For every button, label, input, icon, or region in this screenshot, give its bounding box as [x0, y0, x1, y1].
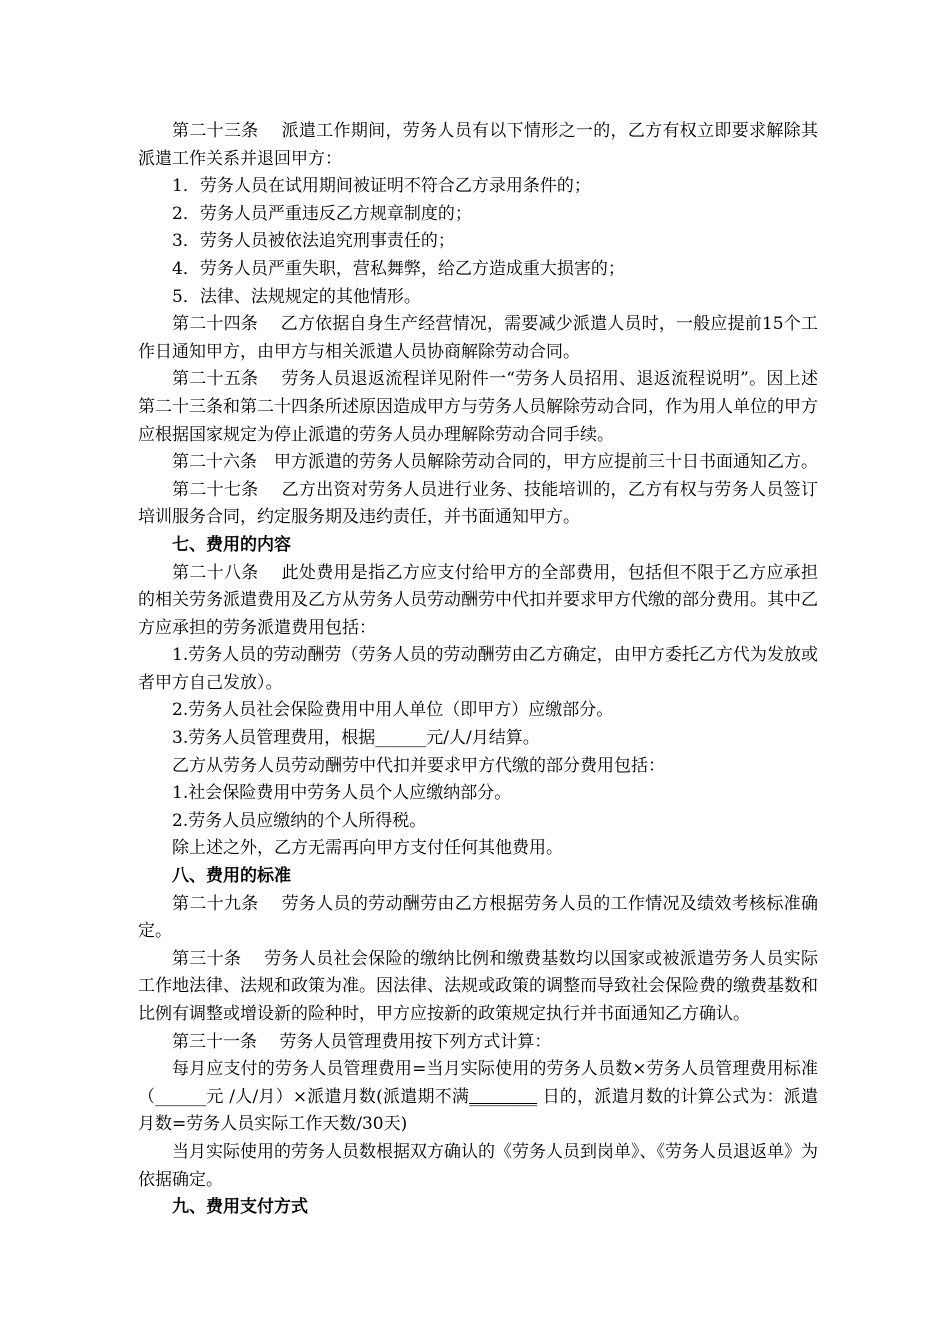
- article-23-item-1: 1．劳务人员在试用期间被证明不符合乙方录用条件的；: [172, 176, 591, 197]
- article-30: 第三十条 劳务人员社会保险的缴纳比例和缴费基数均以国家或被派遣劳务人员实际工作地法律、法规和政策为准。因法律、法规或政策的调整而导致社会保险费的缴费基数和比例有调整或增设新的险种时，甲方应按新的政策规定执行并书面通知乙方确认。: [138, 948, 818, 1024]
- article-27: 第二十七条 乙方出资对劳务人员进行业务、技能培训的，乙方有权与劳务人员签订培训服务合同，约定服务期及违约责任，并书面通知甲方。: [138, 479, 818, 528]
- article-28-item-1: 1.劳务人员的劳动酬劳（劳务人员的劳动酬劳由乙方确定，由甲方委托乙方代为发放或者甲方自己发放）。: [138, 645, 818, 693]
- article-28-withheld: 乙方从劳务人员劳动酬劳中代扣并要求甲方代缴的部分费用包括：: [172, 755, 665, 776]
- article-28-item-3-post: 元/人/月结算。: [426, 728, 540, 749]
- formula-blank-1: ______: [155, 1086, 207, 1107]
- article-28-item-2: 2.劳务人员社会保险费用中用人单位（即甲方）应缴部分。: [172, 700, 614, 721]
- section-heading-8: 八、费用的标准: [172, 866, 291, 887]
- article-28-withheld-item-2: 2.劳务人员应缴纳的个人所得税。: [172, 810, 427, 831]
- formula-part-2: 元 /人/月）×派遣月数(派遣期不满: [206, 1086, 470, 1107]
- article-23-item-3: 3．劳务人员被依法追究刑事责任的；: [172, 231, 455, 252]
- fee-blank: ______: [375, 728, 427, 749]
- article-29: 第二十九条 劳务人员的劳动酬劳由乙方根据劳务人员的工作情况及绩效考核标准确定。: [138, 893, 818, 942]
- article-23-item-5: 5．法律、法规规定的其他情形。: [172, 286, 421, 307]
- formula-part-1: 每月应支付的劳务人员管理费用=当月实际使用的劳务人员数×劳务人员管理费用标准（: [138, 1059, 818, 1107]
- document-page: [138, 118, 818, 1222]
- article-31-formula: [138, 1056, 818, 1139]
- article-23-item-2: 2．劳务人员严重违反乙方规章制度的；: [172, 203, 472, 224]
- article-24: 第二十四条 乙方依据自身生产经营情况，需要减少派遣人员时，一般应提前15个工作日通知甲方，由甲方与相关派遣人员协商解除劳动合同。: [138, 314, 818, 362]
- formula-part-3: 日的，派遣月数的计算公式为：派遣月数=劳务人员实际工作天数/30天): [138, 1086, 818, 1135]
- formula-blank-2: ________: [469, 1086, 538, 1107]
- article-23: 第二十三条 派遣工作期间，劳务人员有以下情形之一的，乙方有权立即要求解除其派遣工作关系并退回甲方：: [138, 121, 818, 169]
- section-heading-9: 九、费用支付方式: [172, 1197, 308, 1218]
- article-25: 第二十五条 劳务人员退返流程详见附件一“劳务人员招用、退返流程说明”。因上述第二十三条和第二十四条所述原因造成甲方与劳务人员解除劳动合同，作为用人单位的甲方应根据国家规定为停止派遣的劳务人员办理解除劳动合同手续。: [138, 369, 818, 445]
- article-28-withheld-item-1: 1.社会保险费用中劳务人员个人应缴纳部分。: [172, 783, 512, 804]
- article-28-item-3-pre: 3.劳务人员管理费用，根据: [172, 728, 376, 749]
- article-28: 第二十八条 此处费用是指乙方应支付给甲方的全部费用，包括但不限于乙方应承担的相关劳务派遣费用及乙方从劳务人员劳动酬劳中代扣并要求甲方代缴的部分费用。其中乙方应承担的劳务派遣费用包括：: [138, 562, 818, 638]
- article-28-closing: 除上述之外，乙方无需再向甲方支付任何其他费用。: [172, 838, 563, 859]
- article-31: 第三十一条 劳务人员管理费用按下列方式计算：: [172, 1031, 552, 1052]
- article-23-item-4: 4．劳务人员严重失职，营私舞弊，给乙方造成重大损害的；: [172, 258, 625, 279]
- section-heading-7: 七、费用的内容: [172, 534, 291, 555]
- article-26: 第二十六条 甲方派遣的劳务人员解除劳动合同的，甲方应提前三十日书面通知乙方。: [172, 452, 818, 473]
- article-28-item-3: [138, 725, 818, 753]
- article-31-basis: 当月实际使用的劳务人员数根据双方确认的《劳务人员到岗单》、《劳务人员退返单》为依据确定。: [138, 1141, 818, 1190]
